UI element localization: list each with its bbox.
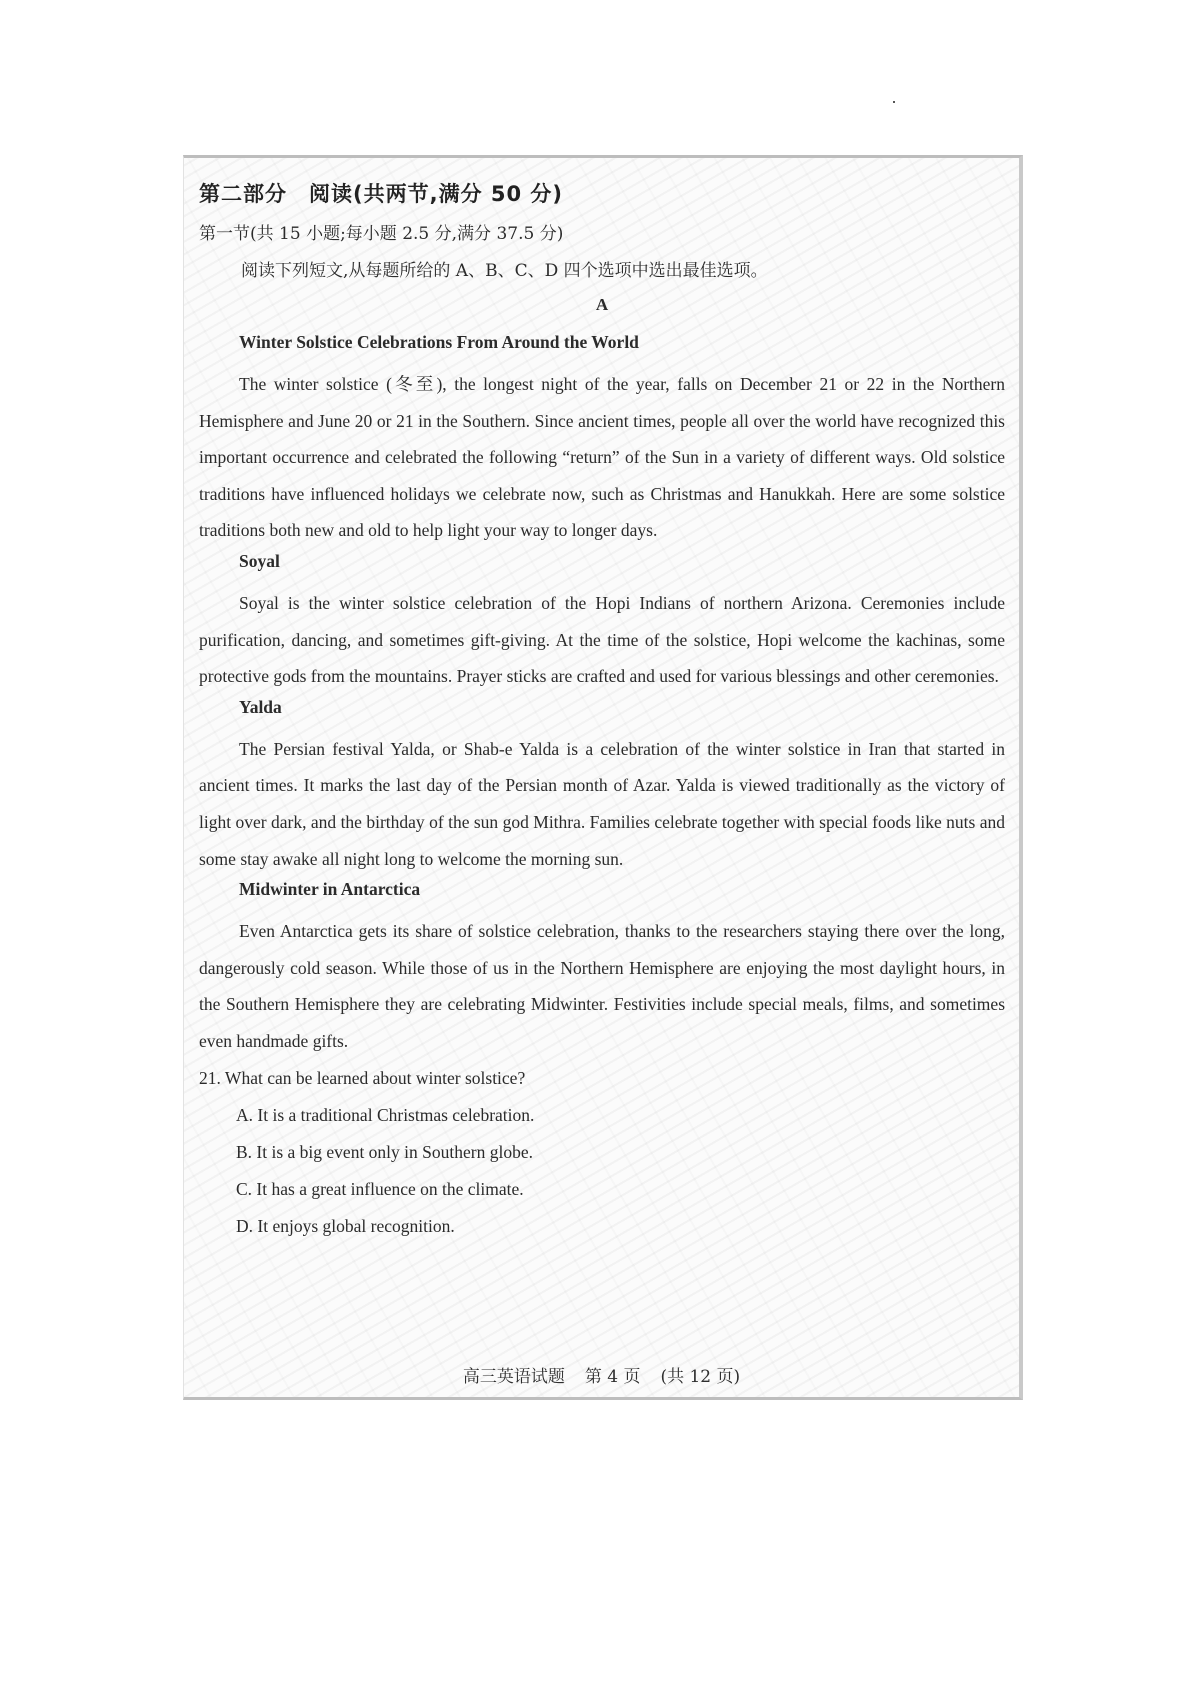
option-b: B. It is a big event only in Southern globe. — [236, 1141, 533, 1162]
page-content — [199, 178, 1005, 1245]
page-footer — [184, 1362, 1019, 1387]
section-text-yalda: The Persian festival Yalda, or Shab-e Yalda is a celebration of the winter solstice in Iran that started in ancient times. It marks the last day of the Persian month of Azar. Yalda is viewed traditionally as the victory of light over dark, and the birthday of the sun god Mithra. Families celebrate together with special foods like nuts and some stay awake all night long to welcome the morning sun. — [199, 738, 1005, 869]
footer-exam-title: 高三英语试题 — [462, 1367, 565, 1387]
instruction: 阅读下列短文,从每题所给的 A、B、C、D 四个选项中选出最佳选项。 — [241, 261, 768, 281]
passage-intro: The winter solstice (冬至), the longest night of the year, falls on December 21 or 22 in the Northern Hemisphere and June 20 or 21 in the Southern. Since ancient times, people all over the world have recognized this important occurrence and celebrated the following “return” of the Sun in a variety of different ways. Old solstice traditions have influenced holidays we celebrate now, such as Christmas and Hanukkah. Here are some solstice traditions both new and old to help light your way to longer days. — [199, 374, 1005, 541]
section-text-antarctica: Even Antarctica gets its share of solstice celebration, thanks to the researchers staying there over the long, dangerously cold season. While those of us in the Northern Hemisphere are enjoying the most daylight hours, in the Southern Hemisphere they are celebrating Midwinter. Festivities include special meals, films, and sometimes even handmade gifts. — [199, 921, 1005, 1051]
section-heading: 第一节(共 15 小题;每小题 2.5 分,满分 37.5 分) — [199, 224, 564, 244]
option-d: D. It enjoys global recognition. — [236, 1215, 455, 1236]
option-a: A. It is a traditional Christmas celebration. — [236, 1104, 535, 1125]
part-label: 第二部分 — [199, 182, 287, 206]
section-heading-soyal: Soyal — [239, 550, 280, 571]
footer-total-pages: (共 12 页) — [660, 1367, 741, 1387]
section-heading-antarctica: Midwinter in Antarctica — [239, 879, 421, 900]
question-stem: 21. What can be learned about winter solstice? — [199, 1067, 526, 1088]
section-text-soyal: Soyal is the winter solstice celebration of the Hopi Indians of northern Arizona. Ceremonies include purification, dancing, and sometimes gift-giving. At the time of the solstice, Hopi welcome the kachinas, some protective gods from the mountains. Prayer sticks are crafted and used for various blessings and other ceremonies. — [199, 592, 1005, 687]
exam-page — [183, 155, 1023, 1400]
passage-title: Winter Solstice Celebrations From Around the World — [239, 332, 639, 352]
footer-page-number: 第 4 页 — [584, 1367, 641, 1387]
section-heading-yalda: Yalda — [239, 696, 282, 717]
question-21 — [199, 1060, 1005, 1245]
option-c: C. It has a great influence on the climate. — [236, 1178, 524, 1199]
passage-letter: A — [595, 295, 609, 314]
scan-speck — [893, 101, 895, 103]
part-subtitle: 阅读(共两节,满分 50 分) — [309, 182, 564, 206]
part-title — [199, 178, 1005, 204]
